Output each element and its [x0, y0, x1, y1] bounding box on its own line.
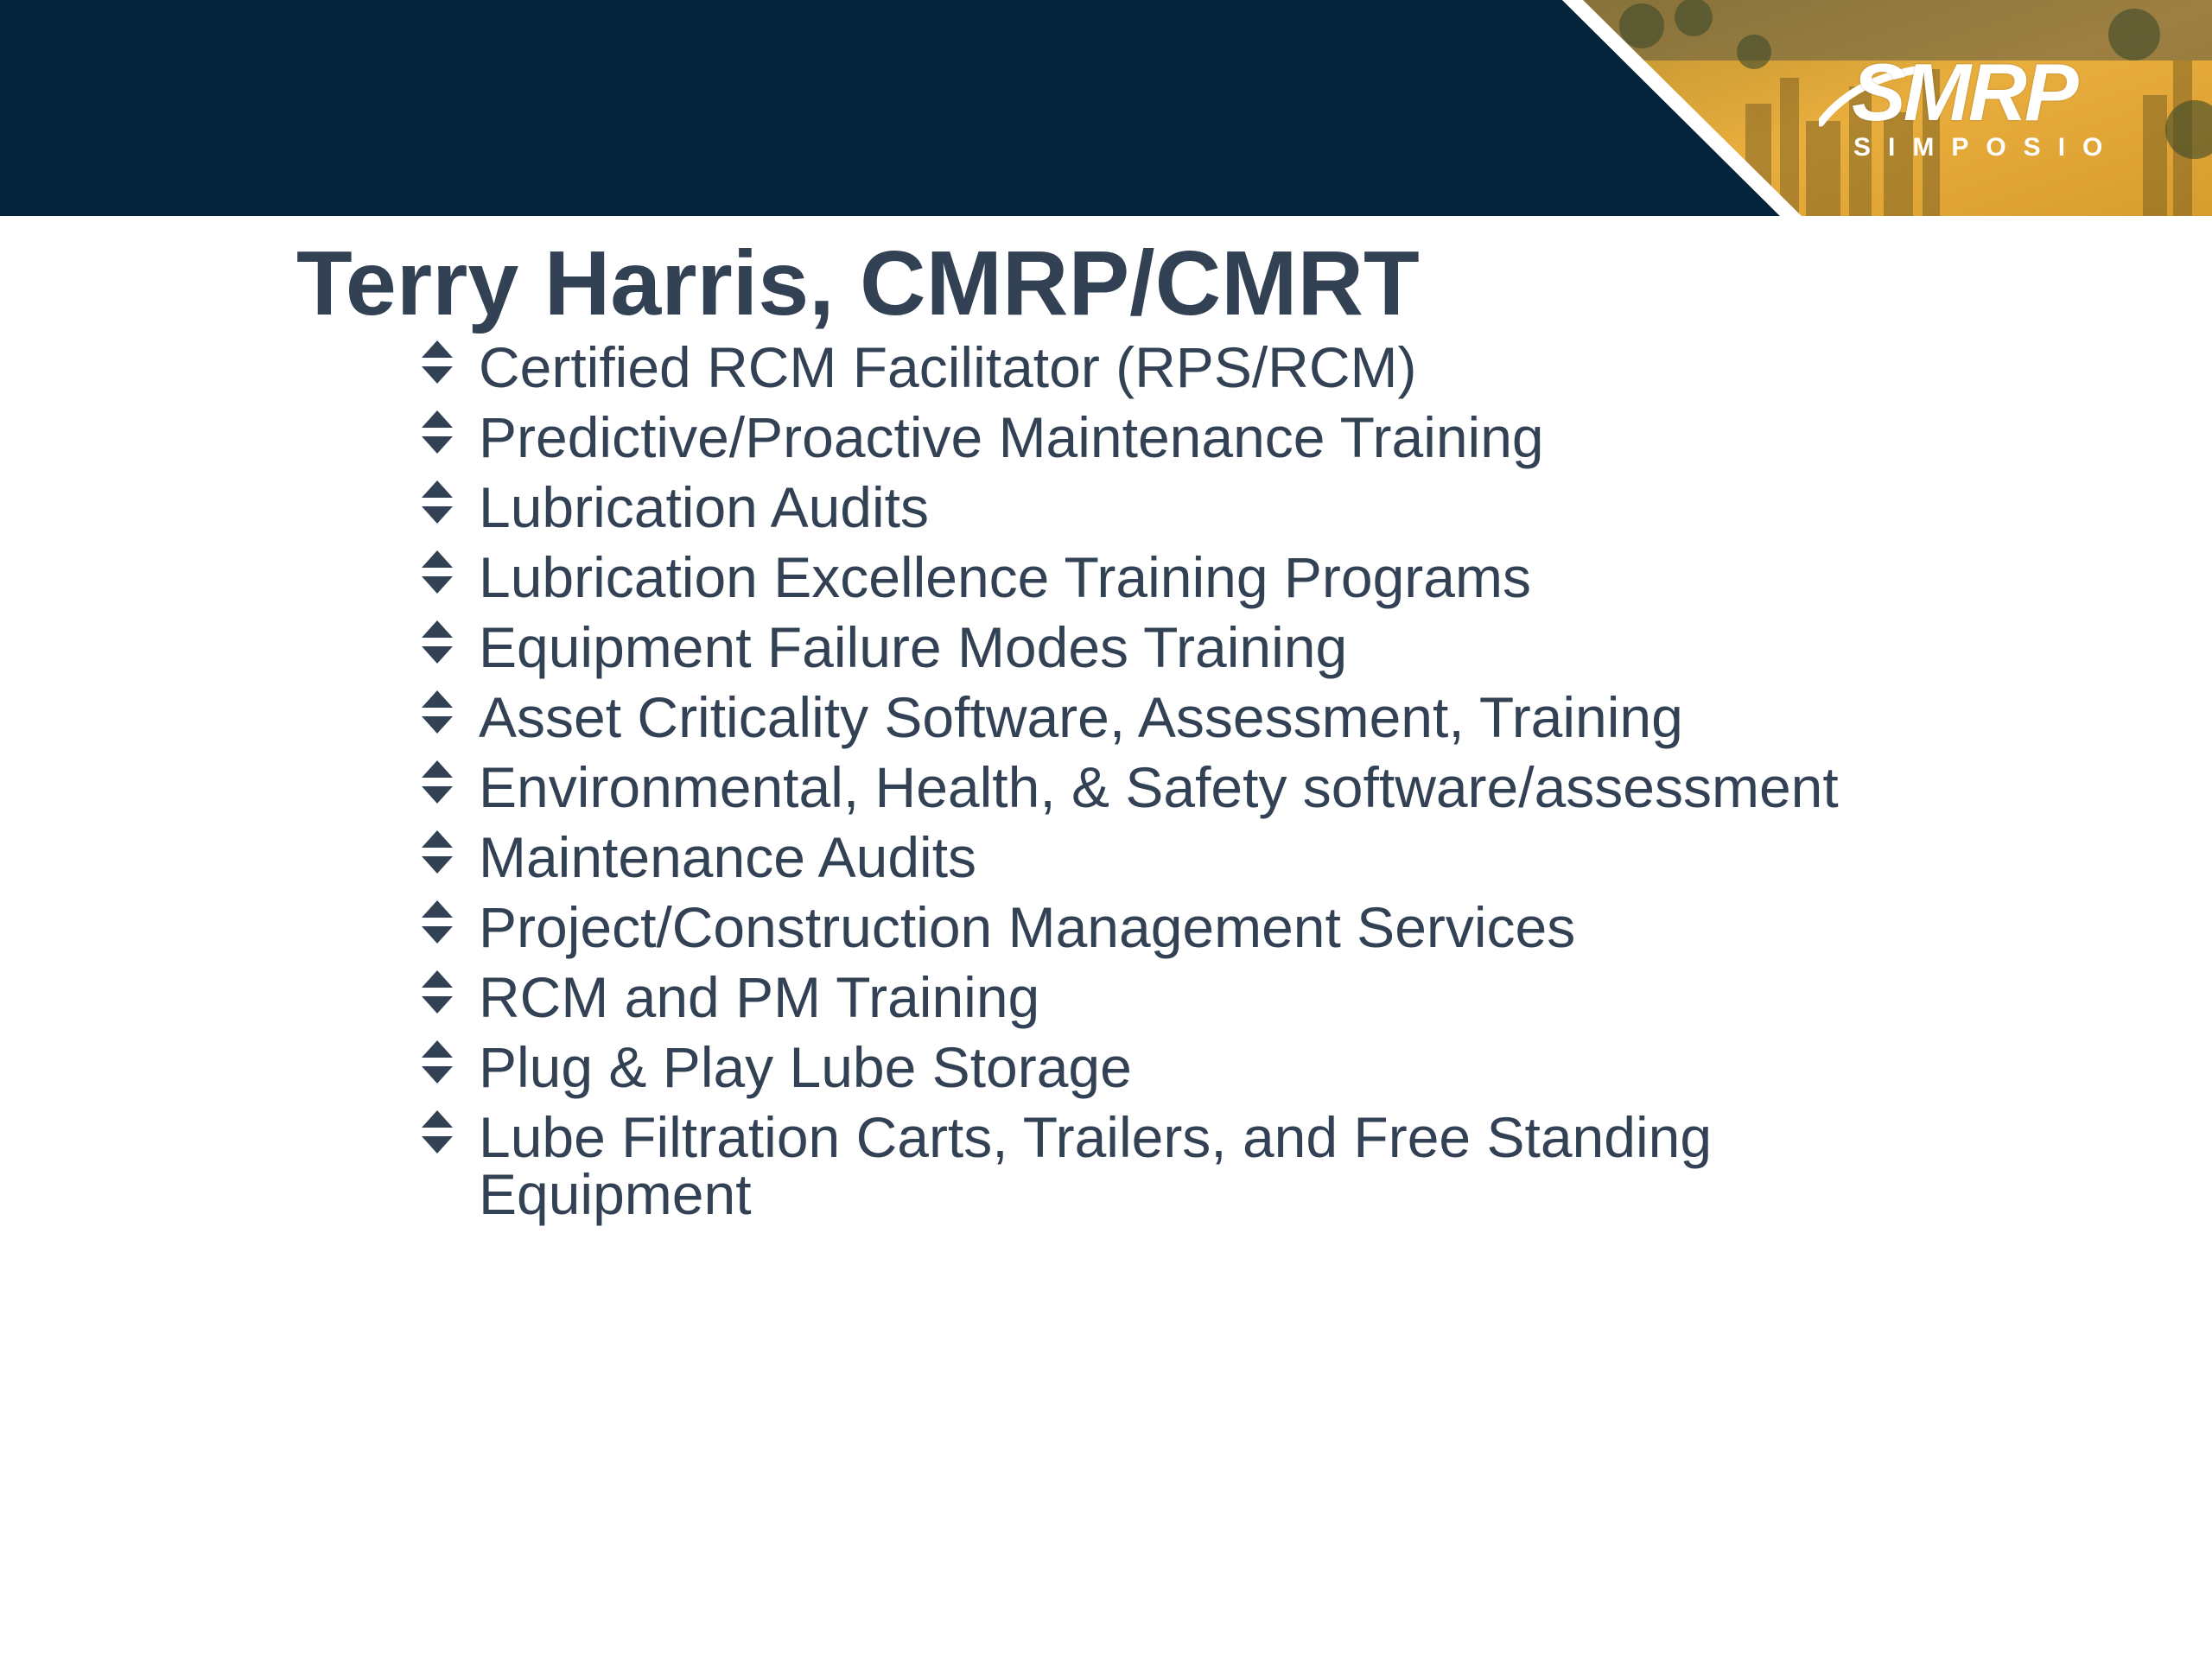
- bullet-item: [420, 1035, 2062, 1105]
- bullet-list: [420, 335, 2062, 1226]
- bullet-item: [420, 755, 2062, 825]
- bullet-item: [420, 545, 2062, 615]
- up-down-arrow-icon: [420, 619, 454, 667]
- bullet-item: [420, 895, 2062, 965]
- bullet-item: [420, 335, 2062, 405]
- bullet-item: [420, 825, 2062, 895]
- smrp-logo: [1819, 47, 2130, 173]
- bullet-item: [420, 965, 2062, 1035]
- bullet-item: [420, 685, 2062, 755]
- bullet-item: [420, 475, 2062, 545]
- up-down-arrow-icon: [420, 689, 454, 737]
- up-down-arrow-icon: [420, 969, 454, 1017]
- bullet-item: [420, 1105, 1861, 1226]
- bullet-item: [420, 405, 2062, 475]
- bullet-text: Equipment Failure Modes Training: [479, 615, 1348, 679]
- bullet-text: Lube Filtration Carts, Trailers, and Free Standing Equipment: [479, 1105, 1713, 1226]
- logo-wordmark: SMRP: [1852, 47, 2076, 137]
- up-down-arrow-icon: [420, 1109, 454, 1157]
- up-down-arrow-icon: [420, 409, 454, 457]
- bullet-text: Environmental, Health, & Safety software/assessment: [479, 755, 1839, 819]
- bullet-text: Certified RCM Facilitator (RPS/RCM): [479, 335, 1417, 399]
- up-down-arrow-icon: [420, 549, 454, 597]
- bullet-text: Lubrication Audits: [479, 475, 930, 539]
- up-down-arrow-icon: [420, 479, 454, 527]
- bullet-text: Project/Construction Management Services: [479, 895, 1576, 959]
- logo-subtitle: SIMPOSIO: [1853, 133, 2120, 162]
- slide-title: Terry Harris, CMRP/CMRT: [296, 232, 1420, 334]
- up-down-arrow-icon: [420, 829, 454, 877]
- up-down-arrow-icon: [420, 339, 454, 387]
- up-down-arrow-icon: [420, 1039, 454, 1087]
- bullet-item: [420, 615, 2062, 685]
- up-down-arrow-icon: [420, 899, 454, 947]
- bullet-text: Plug & Play Lube Storage: [479, 1035, 1132, 1099]
- bullet-text: Maintenance Audits: [479, 825, 977, 889]
- bullet-text: Asset Criticality Software, Assessment, Training: [479, 685, 1683, 749]
- up-down-arrow-icon: [420, 759, 454, 807]
- bullet-text: RCM and PM Training: [479, 965, 1040, 1029]
- bullet-text: Predictive/Proactive Maintenance Training: [479, 405, 1544, 469]
- bullet-text: Lubrication Excellence Training Programs: [479, 545, 1531, 609]
